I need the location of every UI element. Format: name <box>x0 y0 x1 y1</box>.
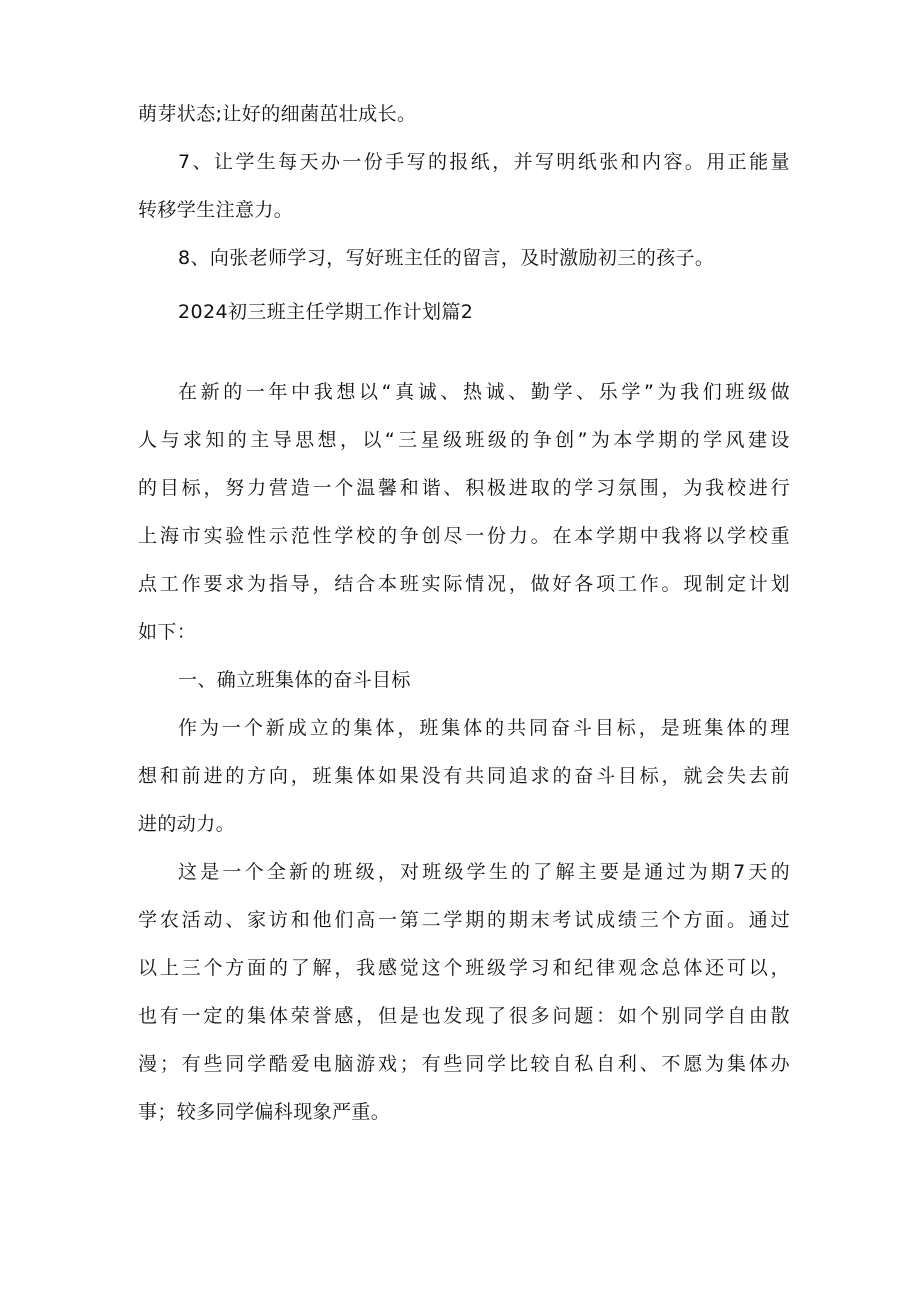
section-title: 2024初三班主任学期工作计划篇2 <box>178 301 474 323</box>
text-line: 上 海 市 实 验 性 示 范 性 学 校 的 争 创 尽 一 份 力 。 在 本 学 期 中 我 将 以 学 校 重 <box>138 525 790 547</box>
text-line: 8、向张老师学习，写好班主任的留言，及时激励初三的孩子。 <box>178 247 715 269</box>
text-line: 想 和 前 进 的 方 向 ， 班 集 体 如 果 没 有 共 同 追 求 的 奋 斗 目 标 ， 就 会 失 去 前 <box>138 765 790 787</box>
text-line: 的 目 标 ， 努 力 营 造 一 个 温 馨 和 谐 、 积 极 进 取 的 学 习 氛 围 ， 为 我 校 进 行 <box>138 477 790 499</box>
text-line: 漫 ； 有 些 同 学 酷 爱 电 脑 游 戏 ； 有 些 同 学 比 较 自 私 自 利 、 不 愿 为 集 体 办 <box>138 1053 790 1075</box>
text-line: 也 有 一 定 的 集 体 荣 誉 感 ， 但 是 也 发 现 了 很 多 问 题 ： 如 个 别 同 学 自 由 散 <box>138 1005 790 1027</box>
text-line: 转移学生注意力。 <box>138 199 294 221</box>
text-line: 事；较多同学偏科现象严重。 <box>138 1101 391 1123</box>
text-line: 以 上 三 个 方 面 的 了 解 ， 我 感 觉 这 个 班 级 学 习 和 纪 律 观 念 总 体 还 可 以 ， <box>138 957 790 979</box>
text-line: 在 新 的 一 年 中 我 想 以 “ 真 诚 、 热 诚 、 勤 学 、 乐 学 ” 为 我 们 班 级 做 <box>178 381 790 403</box>
text-line: 作 为 一 个 新 成 立 的 集 体 ， 班 集 体 的 共 同 奋 斗 目 标 ， 是 班 集 体 的 理 <box>178 717 790 739</box>
section-heading: 一、确立班集体的奋斗目标 <box>178 669 411 691</box>
text-line: 这 是 一 个 全 新 的 班 级 ， 对 班 级 学 生 的 了 解 主 要 是 通 过 为 期 7 天 的 <box>178 861 790 883</box>
text-line: 如下： <box>138 621 197 643</box>
text-line: 点 工 作 要 求 为 指 导 ， 结 合 本 班 实 际 情 况 ， 做 好 各 项 工 作 。 现 制 定 计 划 <box>138 573 790 595</box>
text-line: 萌芽状态;让好的细菌茁壮成长。 <box>138 103 417 125</box>
text-line: 学 农 活 动 、 家 访 和 他 们 高 一 第 二 学 期 的 期 末 考 试 成 绩 三 个 方 面 。 通 过 <box>138 909 790 931</box>
text-line: 7 、 让 学 生 每 天 办 一 份 手 写 的 报 纸 ， 并 写 明 纸 张 和 内 容 。 用 正 能 量 <box>178 151 790 173</box>
text-line: 进的动力。 <box>138 813 236 835</box>
text-line: 人 与 求 知 的 主 导 思 想 ， 以 “ 三 星 级 班 级 的 争 创 ” 为 本 学 期 的 学 风 建 设 <box>138 429 790 451</box>
